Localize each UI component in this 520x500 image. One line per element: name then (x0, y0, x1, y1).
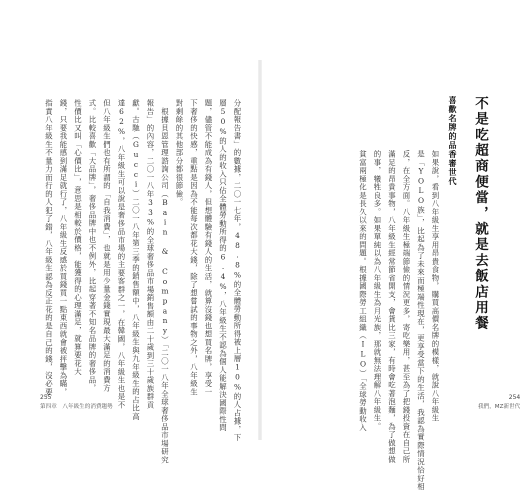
left-text-column-4: 下奢侈的快感，重點是因為不能每次都花大錢，除了想嘗試的事物之外，八年級生 (189, 99, 199, 396)
right-folio (478, 394, 520, 410)
right-text-column-1: 如果說，看到八年級生享用昂貴食物，購買高價名牌的模樣，就說八年級生 (431, 150, 440, 423)
left-page (0, 0, 258, 500)
left-text-column-2: 層50%的人的收入只佔全體勞動所得的6.4%，八年級生不認為個人能解決國際性問 (218, 99, 228, 432)
book-gutter (258, 60, 262, 440)
left-text-column-1: 分配報告書」的數據，二〇一七年，48.8%的全體勞動所得被上層10%的人占據，下 (233, 99, 242, 442)
chapter-title: 不是吃超商便當，就是去飯店用餐 (472, 96, 488, 332)
right-page-number: 254 (508, 394, 520, 401)
left-text-column-10: 但八年級生們也有所謂的「自我消費」，也就是用少量金錢實現最大滿足的消費方 (102, 99, 112, 393)
left-running-head: 第四章 八年級生的消費趨勢 (40, 404, 113, 410)
left-text-column-9: 達62%，八年級生可以說是奢侈品市場的主要客群之一，在韓國，八年級生也是不 (117, 99, 126, 410)
left-text-column-7: 報告」的內容，二〇一八年33%的全球奢侈品市場銷售額由二十歲到三十歲族群貢 (146, 99, 155, 410)
left-page-number: 255 (40, 394, 52, 401)
right-text-column-5: 的事，犧牲良多。如果單純以為八年級生為月光族，那就無法理解八年級生。 (373, 150, 382, 431)
right-text-column-2: 是「YOLO族」，比起為了未來而極端性現在，更享受當下的生活，我認為實際情況恰好相 (416, 150, 426, 491)
left-text-column-13: 錢，只要我能感到滿足就行了，八年級生反感於買錢買一點東西就會被抨擊為瞞， (59, 99, 68, 396)
left-text-column-14: 指責八年級生不量力而行的人犯了錯，八年級生認為反正花的是自己的錢，沒必要 (44, 99, 54, 396)
left-folio (40, 394, 113, 410)
right-running-head: 我們，MZ新世代 (478, 404, 520, 410)
right-text-column-6: 貧富兩極化是長久以來的問題。根據國際勞工組織（ILO）「全球勞動收入 (358, 150, 368, 432)
left-text-column-6: 根據貝恩管理諮詢公司（Bain & Company）「二〇一八年全球奢侈品市場研究 (160, 99, 170, 465)
right-text-column-4: 滿足的昂貴事物，八年級生經常節省開支，會貨比三家，有時會吃著泡麵，為了做想做 (387, 150, 397, 464)
left-text-column-5: 對剩餘的其他部分都很節儉。 (175, 99, 184, 207)
left-text-column-8: 獻。古馳（Gucci）二〇一八年第三季的銷售額中，八年級生與九年級生的占比高 (131, 99, 141, 421)
left-text-column-3: 題，儘管不能成為有錢人，但想體驗有錢人的生活，就算沒錢也想買名牌，享受一 (204, 99, 213, 396)
left-text-column-11: 式。比較喜歡「大品牌」，奢侈品牌中也不例外，比起穿著不知名品牌的奢侈品， (88, 99, 97, 393)
right-text-column-3: 反，在全方面。八年級生極端節儉的情況更多，寄吃樂用，甚至為了把錢投資在自己所 (402, 150, 411, 464)
left-text-column-12: 性價比又叫「心價比」，意思是相較於價格，能獲得的心理滿足，就算要花大 (73, 99, 83, 376)
section-heading: 喜歡名牌的品香審世代 (448, 96, 457, 186)
